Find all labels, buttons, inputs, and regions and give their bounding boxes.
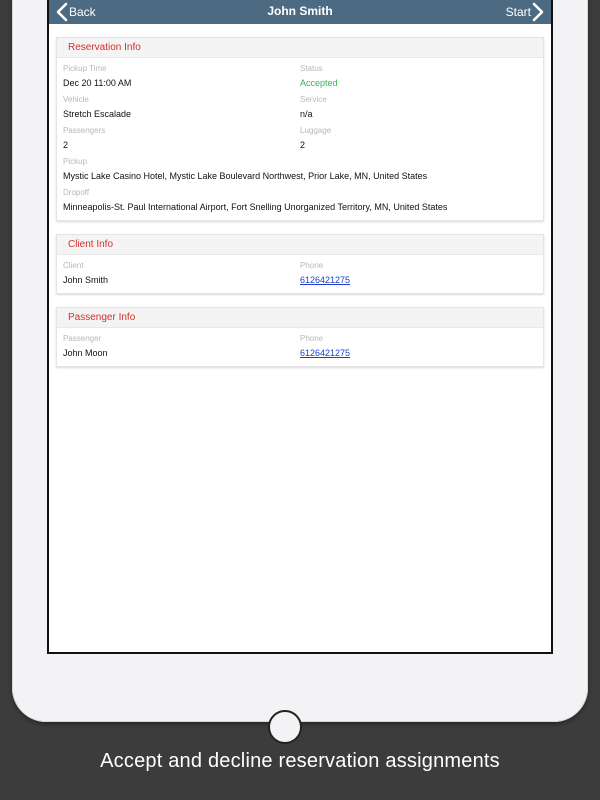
client-field bbox=[63, 258, 300, 289]
dropoff-label: Dropoff bbox=[63, 188, 90, 197]
service-field bbox=[300, 92, 537, 123]
start-label: Start bbox=[505, 5, 531, 19]
vehicle-field bbox=[63, 92, 300, 123]
reservation-info-body bbox=[57, 58, 543, 220]
client-phone-field bbox=[300, 258, 537, 289]
service-value: n/a bbox=[300, 109, 313, 119]
passenger-field bbox=[63, 331, 300, 362]
passenger-info-body bbox=[57, 328, 543, 366]
promo-caption: Accept and decline reservation assignments bbox=[100, 750, 500, 772]
client-row bbox=[63, 258, 537, 289]
service-label: Service bbox=[300, 95, 327, 104]
reservation-row-vehicle-service bbox=[63, 92, 537, 123]
passenger-value: John Moon bbox=[63, 348, 108, 358]
client-phone-link[interactable]: 6126421275 bbox=[300, 275, 351, 285]
passenger-label: Passenger bbox=[63, 334, 102, 343]
client-info-body bbox=[57, 255, 543, 293]
pickup-value: Mystic Lake Casino Hotel, Mystic Lake Boulevard Northwest, Prior Lake, MN, United States bbox=[63, 171, 428, 181]
pickup-time-value: Dec 20 11:00 AM bbox=[63, 78, 132, 88]
back-label: Back bbox=[69, 5, 96, 19]
passenger-row bbox=[63, 331, 537, 362]
passengers-value: 2 bbox=[63, 140, 69, 150]
home-button[interactable] bbox=[268, 710, 302, 744]
client-label: Client bbox=[63, 261, 84, 270]
pickup-time-label: Pickup Time bbox=[63, 64, 107, 73]
client-info-card bbox=[56, 234, 544, 294]
dropoff-field bbox=[63, 187, 537, 216]
passenger-phone-link[interactable]: 6126421275 bbox=[300, 348, 351, 358]
luggage-field bbox=[300, 123, 537, 154]
reservation-info-card bbox=[56, 37, 544, 221]
vehicle-label: Vehicle bbox=[63, 95, 89, 104]
page-title: John Smith bbox=[267, 4, 333, 18]
luggage-value: 2 bbox=[300, 140, 306, 150]
client-phone-label: Phone bbox=[300, 261, 324, 270]
passengers-field bbox=[63, 123, 300, 154]
passenger-phone-field bbox=[300, 331, 537, 362]
status-label: Status bbox=[300, 64, 323, 73]
reservation-row-passengers-luggage bbox=[63, 123, 537, 154]
navigation-bar bbox=[49, 0, 551, 24]
reservation-info-header: Reservation Info bbox=[57, 38, 543, 58]
status-value: Accepted bbox=[300, 78, 338, 88]
dropoff-value: Minneapolis-St. Paul International Airport, Fort Snelling Unorganized Territory, MN, United States bbox=[63, 202, 448, 212]
reservation-row-time-status bbox=[63, 61, 537, 92]
client-value: John Smith bbox=[63, 275, 109, 285]
status-field bbox=[300, 61, 537, 92]
passenger-phone-label: Phone bbox=[300, 334, 324, 343]
vehicle-value: Stretch Escalade bbox=[63, 109, 132, 119]
luggage-label: Luggage bbox=[300, 126, 332, 135]
start-button[interactable] bbox=[506, 0, 545, 24]
client-info-header: Client Info bbox=[57, 235, 543, 255]
passenger-info-header: Passenger Info bbox=[57, 308, 543, 328]
pickup-time-field bbox=[63, 61, 300, 92]
app-screen bbox=[47, 0, 553, 654]
passenger-info-card bbox=[56, 307, 544, 367]
passengers-label: Passengers bbox=[63, 126, 106, 135]
chevron-right-icon bbox=[531, 2, 545, 22]
pickup-field bbox=[63, 156, 537, 185]
pickup-label: Pickup bbox=[63, 157, 88, 166]
